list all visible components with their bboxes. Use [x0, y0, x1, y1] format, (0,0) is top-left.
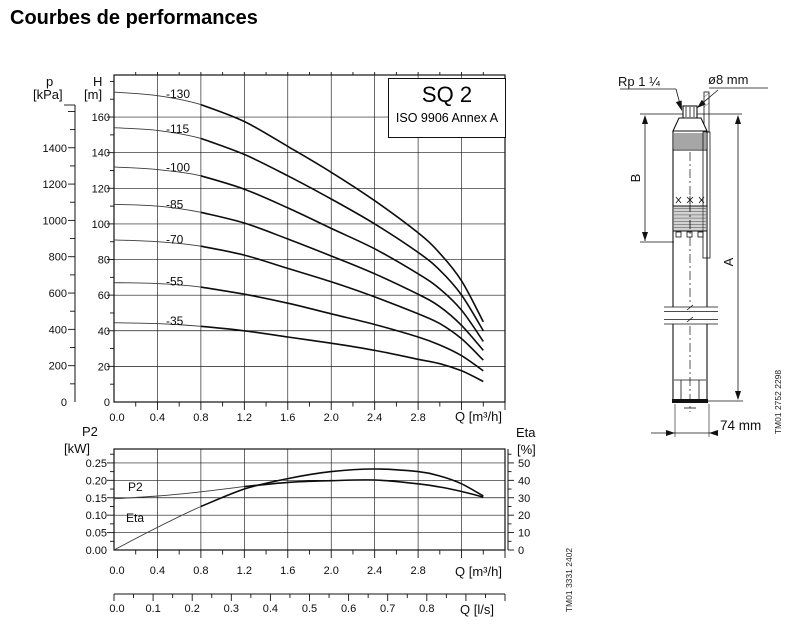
tick-label: 0.0 [109, 412, 125, 424]
tick-label: 140 [91, 147, 110, 160]
curve-label--85: -85 [166, 197, 184, 212]
tick-label: 1400 [42, 142, 67, 155]
curve-label--130: -130 [166, 86, 191, 101]
tick-label: 1.6 [280, 565, 296, 577]
efficiency-axis-symbol: Eta [516, 425, 536, 440]
tick-label: 0 [103, 397, 110, 409]
tick-label: 2.8 [410, 565, 426, 577]
tick-label: 0.1 [145, 603, 161, 615]
curve-label--115: -115 [166, 121, 190, 136]
tick-label: 160 [91, 112, 110, 125]
tick-label: 0.05 [85, 527, 107, 540]
dim-a-arrow-bottom [735, 391, 741, 400]
tick-label: 0.4 [149, 565, 166, 577]
tick-label: 0.2 [184, 603, 200, 615]
motor-foot [698, 232, 703, 237]
curve-label--35: -35 [166, 313, 184, 328]
dim-a-label: A [721, 257, 736, 267]
tick-label: 100 [91, 218, 110, 231]
cable-hatch [704, 98, 709, 102]
tick-label: 0.4 [149, 412, 166, 424]
tick-label: 2.4 [367, 412, 383, 424]
head-axis-symbol: H [93, 74, 103, 89]
curve--55 [201, 287, 483, 371]
tick-label: 1000 [42, 215, 67, 228]
tick-label: 0.6 [340, 603, 357, 615]
check-valve-stripes [674, 134, 706, 148]
dim-b-arrow-top [642, 115, 648, 124]
tick-label: 1.2 [236, 412, 252, 424]
width-dim-label: 74 mm [720, 418, 762, 433]
tick-label: 50 [518, 457, 531, 470]
width-arrow-right [709, 430, 718, 436]
break-lines [664, 305, 718, 324]
motor-symbols [676, 196, 704, 204]
power-axis-symbol: P2 [82, 424, 98, 439]
flow-axis-label-power: Q [m³/h] [455, 564, 502, 579]
tick-label: 0.25 [85, 457, 107, 470]
curve--35 [201, 326, 483, 381]
tick-label: 0.00 [85, 545, 107, 557]
pressure-axis-unit: [kPa] [33, 87, 63, 102]
curve--115 [201, 138, 483, 330]
tick-label: 0.10 [85, 510, 107, 523]
curve-label--100: -100 [166, 160, 191, 175]
tick-label: 2.0 [323, 565, 339, 577]
tick-label: 0.0 [109, 603, 125, 615]
plot-frame [114, 449, 505, 550]
tick-label: 0.4 [262, 603, 279, 615]
drawing-ref-code: TM01 2752 2298 [773, 369, 783, 435]
tick-label: 0.7 [380, 603, 396, 615]
curve-P2 [244, 480, 483, 497]
curve--70 [201, 246, 483, 360]
model-name: SQ 2 [421, 82, 473, 107]
cable-hatch [704, 93, 709, 97]
flow-axis-label-ls: Q [l/s] [460, 602, 494, 617]
tick-label: 1.6 [280, 412, 296, 424]
tick-label: 0.5 [301, 603, 318, 615]
tick-label: 1200 [42, 179, 67, 192]
tick-label: 0.8 [419, 603, 435, 615]
tick-label: 200 [48, 360, 67, 373]
width-arrow-left [666, 430, 675, 436]
tick-label: 20 [97, 361, 110, 374]
tick-label: 80 [97, 254, 110, 267]
p2-curve-label: P2 [128, 480, 143, 494]
tick-label: 600 [48, 288, 67, 301]
dim-b-arrow-bottom [642, 232, 648, 241]
power-axis-unit: [kW] [64, 441, 90, 456]
tick-label: 60 [97, 290, 110, 303]
tick-label: 10 [518, 527, 531, 540]
curve-label--70: -70 [166, 232, 184, 247]
tick-label: 0 [60, 397, 67, 409]
tick-label: 0.20 [85, 475, 107, 488]
pump-technical-drawing [564, 72, 783, 612]
tick-label: 0.15 [85, 492, 107, 505]
tick-label: 0 [518, 545, 525, 557]
efficiency-axis-unit: [%] [517, 442, 536, 457]
tick-label: 0.8 [193, 565, 209, 577]
tick-label: 40 [518, 475, 531, 488]
tick-label: 0.8 [193, 412, 209, 424]
tick-label: 1.2 [236, 565, 252, 577]
motor-foot [687, 232, 692, 237]
motor-foot [676, 232, 681, 237]
model-box [388, 78, 506, 138]
cable-label: ø8 mm [708, 72, 749, 87]
pump-bottom-cap [672, 399, 708, 403]
tick-label: 2.8 [410, 412, 426, 424]
curve-label--55: -55 [166, 274, 184, 289]
connection-leader-arrow [676, 101, 682, 112]
tick-label: 30 [518, 492, 531, 505]
flow-axis-label-main: Q [m³/h] [455, 409, 502, 424]
tick-label: 2.0 [323, 412, 339, 424]
tick-label: 120 [91, 183, 110, 196]
page-title: Courbes de performances [10, 7, 258, 29]
test-standard: ISO 9906 Annex A [395, 111, 499, 125]
power-chart-ref-code: TM01 3331 2402 [564, 547, 574, 613]
tick-label: 0.3 [223, 603, 239, 615]
dim-a-arrow-top [735, 115, 741, 124]
tick-label: 20 [518, 510, 531, 523]
tick-label: 40 [97, 325, 110, 338]
eta-curve-label: Eta [126, 511, 145, 525]
pump-top-cap [673, 118, 707, 131]
tick-label: 800 [48, 251, 67, 264]
power-efficiency-chart [86, 449, 531, 615]
tick-label: 400 [48, 324, 67, 337]
tick-label: 2.4 [367, 565, 383, 577]
head-axis-unit: [m] [84, 87, 103, 102]
tick-label: 0.0 [109, 565, 125, 577]
dim-b-label: B [628, 173, 643, 183]
connection-label: Rp 1 ¼ [618, 74, 660, 89]
pressure-axis-symbol: p [46, 74, 54, 89]
